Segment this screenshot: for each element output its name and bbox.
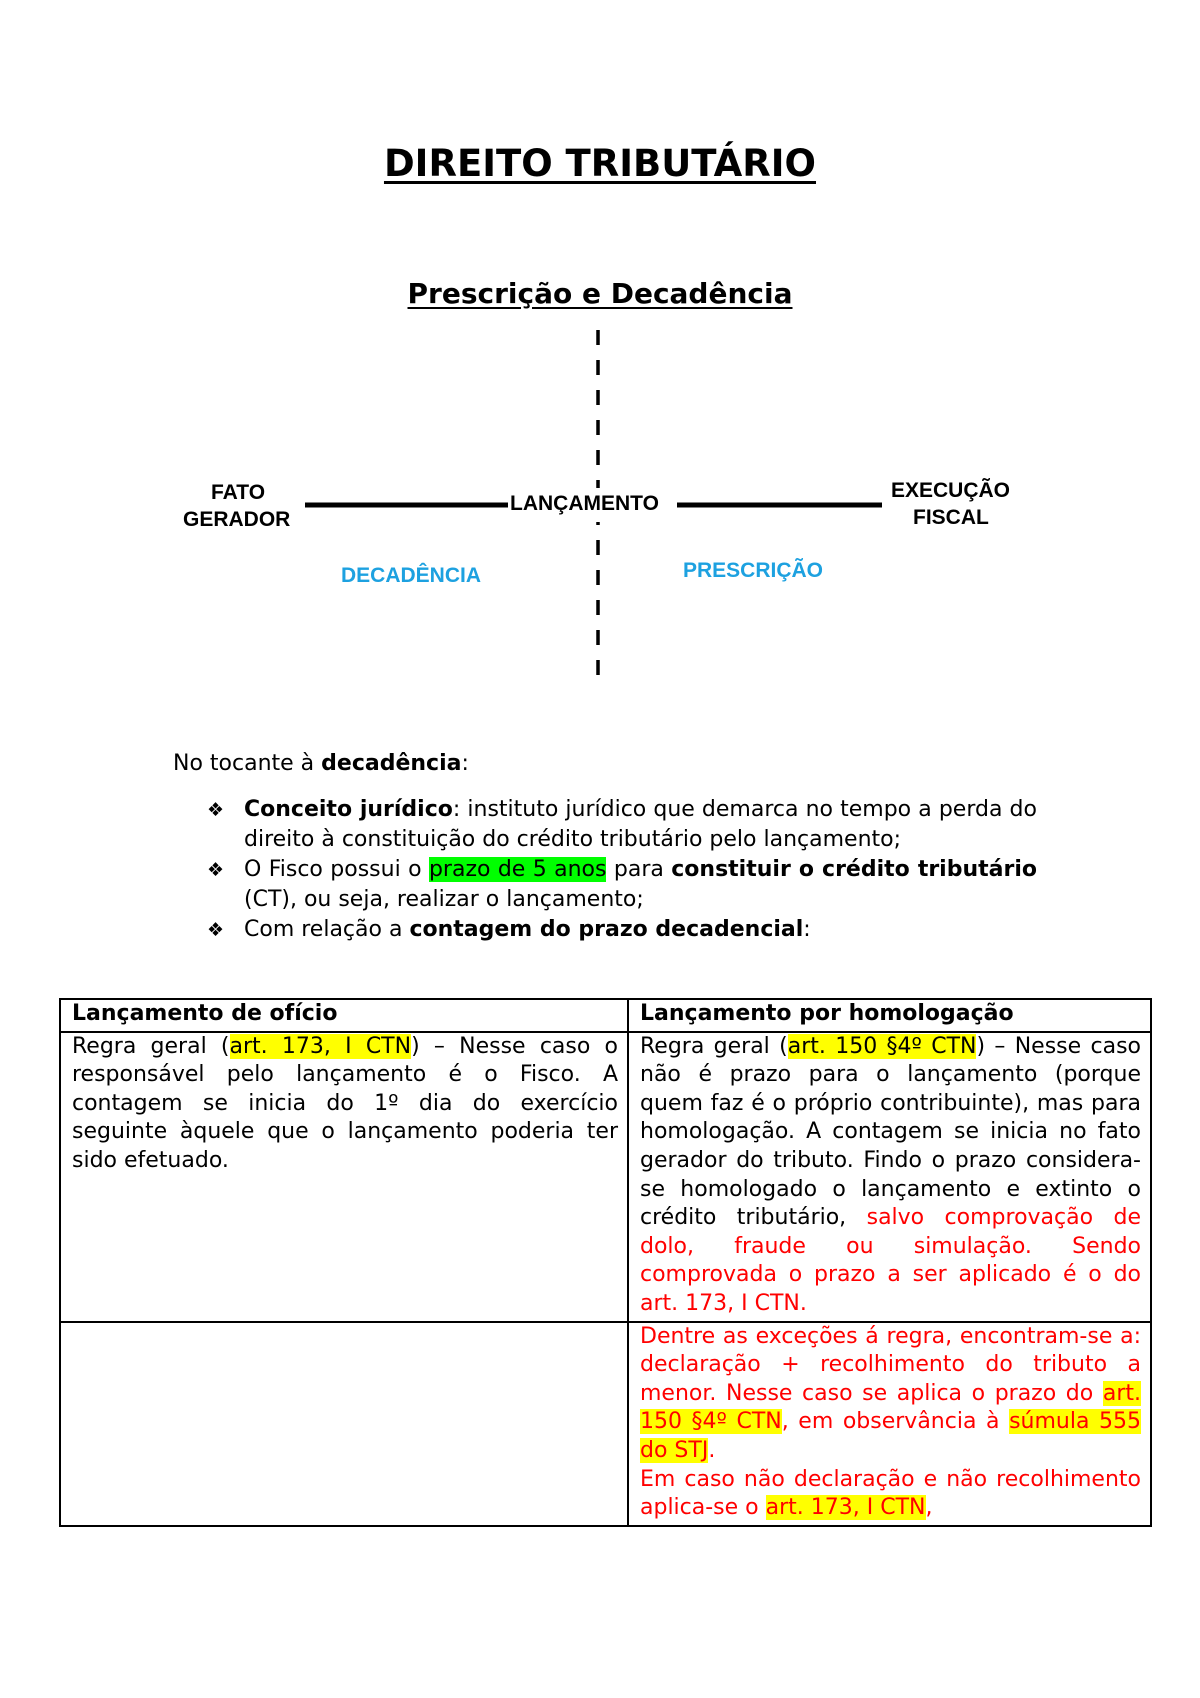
intro-paragraph — [173, 749, 469, 779]
diamond-bullet-icon: ❖ — [207, 799, 225, 821]
decadencia-bullet-list — [207, 795, 1037, 945]
cell-red-text: Dentre as exceções á regra, encontram-se a: declaração + recolhimento do tributo a menor. Nesse caso se aplica o prazo do — [640, 1323, 1141, 1406]
timeline-label-prescricao: PRESCRIÇÃO — [683, 559, 824, 582]
decadencia-table — [59, 998, 1152, 1527]
document-title: DIREITO TRIBUTÁRIO — [383, 142, 817, 185]
table-cell-empty — [60, 1322, 628, 1526]
table-cell — [628, 1322, 1151, 1526]
table-header-row — [60, 999, 1151, 1032]
bullet-text: para — [606, 857, 672, 882]
bullet-bold: contagem do prazo decadencial — [409, 917, 804, 942]
timeline-label-fiscal: FISCAL — [913, 506, 989, 529]
intro-prefix: No tocante à — [173, 751, 322, 776]
timeline-diagram — [0, 0, 1200, 720]
bullet-item — [207, 855, 1037, 915]
table-header-cell: Lançamento de ofício — [60, 999, 628, 1032]
bullet-text: (CT), ou seja, realizar o lançamento; — [244, 887, 644, 912]
table-row — [60, 1032, 1151, 1322]
table-row — [60, 1322, 1151, 1526]
cell-red-text: . — [708, 1437, 716, 1463]
diamond-bullet-icon: ❖ — [207, 919, 225, 941]
diamond-bullet-icon: ❖ — [207, 859, 225, 881]
bullet-text: O Fisco possui o — [244, 857, 429, 882]
bullet-item — [207, 915, 1037, 945]
highlighted-article: art. 150 §4º CTN — [640, 1380, 1141, 1435]
highlighted-article: art. 173, I CTN — [229, 1033, 412, 1059]
bullet-text: : — [803, 917, 811, 942]
bullet-text: Com relação a — [244, 917, 410, 942]
intro-bold-term: decadência — [321, 751, 462, 776]
highlighted-article: art. 150 §4º CTN — [787, 1033, 977, 1059]
bullet-bold: constituir o crédito tributário — [671, 857, 1038, 882]
bullet-text: : instituto jurídico que demarca no tempo a perda do direito à constituição do crédito tributário pelo lançamento; — [244, 797, 1037, 852]
bullet-bold: Conceito jurídico — [244, 797, 453, 822]
cell-text: Regra geral ( — [72, 1033, 230, 1059]
timeline-label-decadencia: DECADÊNCIA — [341, 564, 482, 587]
timeline-label-lancamento: LANÇAMENTO — [510, 492, 659, 515]
cell-text: ) – Nesse caso o responsável pelo lançamento é o Fisco. A contagem se inicia do 1º dia do exercício seguinte àquele que o lançamento poderia ter sido efetuado. — [72, 1033, 619, 1173]
cell-text: ) – Nesse caso não é prazo para o lançamento (porque quem faz é o próprio contribuinte), mas para homologação. A contagem se inicia no fato gerador do tributo. Findo o prazo considera-se homologado o lançamento e extinto o crédito tributário, — [640, 1033, 1141, 1231]
cell-red-text: Em caso não declaração e não recolhimento aplica-se o — [640, 1466, 1141, 1521]
cell-text: Regra geral ( — [640, 1033, 788, 1059]
intro-suffix: : — [461, 751, 469, 776]
cell-red-text: salvo comprovação de dolo, fraude ou simulação. Sendo comprovada o prazo a ser aplicado é o do art. 173, I CTN. — [640, 1205, 1141, 1316]
table-cell — [60, 1032, 628, 1322]
highlighted-sumula: súmula 555 do STJ — [640, 1409, 1141, 1463]
highlighted-article: art. 173, I CTN — [765, 1495, 926, 1521]
table-cell — [628, 1032, 1151, 1322]
table-header-cell: Lançamento por homologação — [628, 999, 1151, 1032]
cell-red-text: , — [925, 1495, 933, 1521]
timeline-label-fato: FATO — [211, 481, 266, 504]
timeline-label-execucao: EXECUÇÃO — [891, 479, 1011, 502]
cell-red-text: , em observância à — [781, 1409, 1010, 1435]
timeline-label-gerador: GERADOR — [183, 508, 291, 531]
bullet-item — [207, 795, 1037, 855]
highlighted-prazo: prazo de 5 anos — [428, 857, 607, 882]
section-title: Prescrição e Decadência — [407, 277, 793, 310]
